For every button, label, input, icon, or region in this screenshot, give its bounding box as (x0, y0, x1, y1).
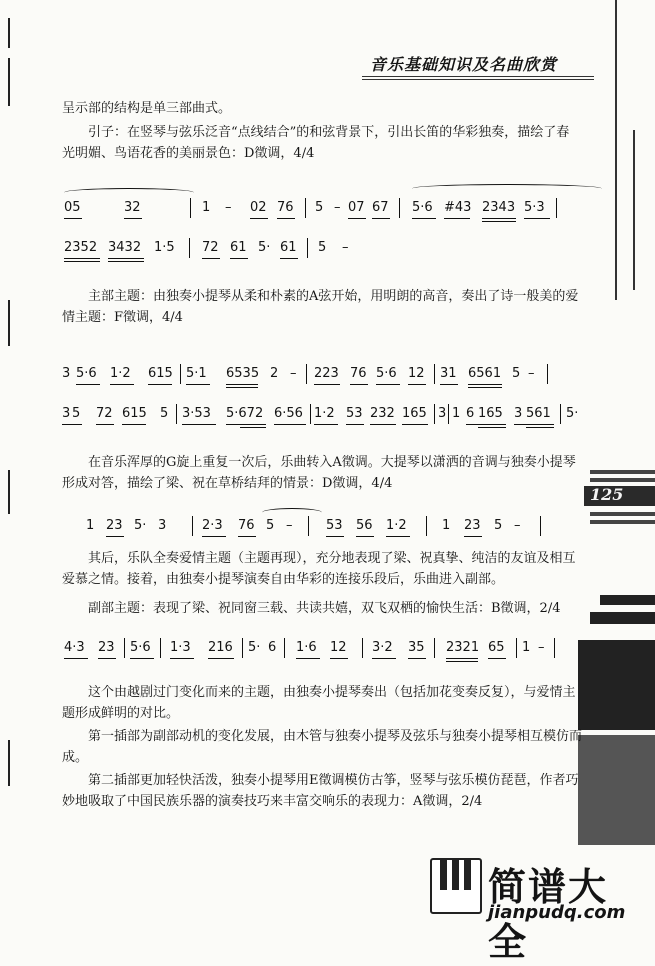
paragraph: 引子：在竖琴与弦乐泛音“点线结合”的和弦背景下，引出长笛的华彩独奏，描绘了春光明媚、鸟语花香的美丽景色：D徵调，4/4 (62, 125, 570, 161)
score-note: 615 (122, 406, 147, 421)
score-note: 1 (452, 406, 461, 421)
score-note: #43 (444, 200, 472, 215)
score-note: 3432 (108, 240, 142, 255)
edge-stripe (578, 640, 655, 730)
score-note: 65 (488, 640, 505, 655)
score-note: 12 (408, 366, 425, 381)
left-margin-rule (8, 470, 10, 514)
edge-stripe (590, 612, 655, 624)
left-margin-rule (8, 18, 10, 48)
left-margin-rule (8, 740, 10, 786)
score-note: 72 (96, 406, 113, 421)
score-note: 5· (134, 518, 147, 533)
edge-stripe (600, 595, 655, 605)
score-note: 1·6 (296, 640, 317, 655)
score-note: – (334, 200, 341, 215)
score-note: 2·3 (202, 518, 223, 533)
left-margin-rule (8, 58, 10, 106)
score-note: 07 (348, 200, 365, 215)
paragraph: 呈示部的结构是单三部曲式。 (62, 101, 232, 116)
score-note: 61 (280, 240, 297, 255)
score-note: 5 (494, 518, 503, 533)
paragraph: 主部主题：由独奏小提琴从柔和朴素的A弦开始，用明朗的高音，奏出了诗一般美的爱情主题：F徵调，4/4 (62, 289, 579, 325)
score-note: 5· (248, 640, 261, 655)
score-note: 615 (148, 366, 173, 381)
score-note: 4·3 (64, 640, 85, 655)
score-note: 2 (270, 366, 279, 381)
score-note: 6561 (468, 366, 502, 381)
edge-stripe (590, 478, 655, 482)
score-note: 2343 (482, 200, 516, 215)
score-note: 1 (202, 200, 211, 215)
score-note: 5·672 (226, 406, 264, 421)
score-note: 56 (356, 518, 373, 533)
running-header: 音乐基础知识及名曲欣赏 (370, 55, 558, 74)
score-note: 5·6 (76, 366, 97, 381)
score-line (62, 514, 582, 540)
score-line (62, 636, 582, 662)
score-note: – (342, 240, 349, 255)
edge-stripe (578, 735, 655, 845)
score-note: 1·2 (110, 366, 131, 381)
score-note: 3·2 (372, 640, 393, 655)
score-note: 1 (442, 518, 451, 533)
edge-stripe (590, 512, 655, 516)
score-note: 61 (230, 240, 247, 255)
paragraph: 第二插部更加轻快活泼，独奏小提琴用E徵调模仿古筝，竖琴与弦乐模仿琵琶，作者巧妙地吸取了中国民族乐器的演奏技巧来丰富交响乐的表现力：A徵调，2/4 (62, 773, 579, 809)
score-note: 232 (370, 406, 395, 421)
score-note: 6 (268, 640, 277, 655)
score-note: 5· (258, 240, 271, 255)
paragraph: 其后，乐队全奏爱情主题（主题再现），充分地表现了梁、祝真挚、纯洁的友谊及相互爱慕之情。接着，由独奏小提琴演奏自由华彩的连接乐段后，乐曲进入副部。 (62, 551, 576, 587)
score-note: – (514, 518, 521, 533)
score-note: 5·3 (524, 200, 545, 215)
score-note: 35 (408, 640, 425, 655)
score-note: 3 (514, 406, 523, 421)
logo-chinese-text: 简谱大全 (488, 865, 609, 964)
left-margin-rule (8, 300, 10, 346)
score-note: 72 (202, 240, 219, 255)
score-line (62, 402, 582, 428)
score-note: 76 (277, 200, 294, 215)
edge-stripe (590, 520, 655, 524)
score-note: 3 (62, 366, 71, 381)
score-note: 3 (438, 406, 447, 421)
score-note: – (286, 518, 293, 533)
score-note: 5·6 (412, 200, 433, 215)
site-watermark-logo (430, 856, 645, 964)
score-note: 2321 (446, 640, 480, 655)
score-note: 5 (160, 406, 169, 421)
page-number: 125 (590, 485, 624, 504)
score-note: 1 (86, 518, 95, 533)
score-note: 5 (318, 240, 327, 255)
score-note: 165 (402, 406, 427, 421)
paragraph: 第一插部为副部动机的变化发展，由木管与独奏小提琴及弦乐与独奏小提琴相互模仿而成。 (62, 729, 583, 765)
score-note: 1·5 (154, 240, 175, 255)
score-note: 6·56 (274, 406, 303, 421)
score-line (62, 196, 582, 222)
piano-icon (430, 858, 482, 914)
score-note: 53 (346, 406, 363, 421)
score-note: 76 (350, 366, 367, 381)
score-note: 165 (478, 406, 503, 421)
paragraph: 在音乐浑厚的G旋上重复一次后，乐曲转入A徵调。大提琴以潇洒的音调与独奏小提琴形成对答，描绘了梁、祝在草桥结拜的情景：D徵调，4/4 (62, 455, 576, 491)
score-note: 3·53 (182, 406, 211, 421)
score-note: 6535 (226, 366, 260, 381)
score-note: 6 (466, 406, 475, 421)
score-note: 5 (315, 200, 324, 215)
score-note: 216 (208, 640, 233, 655)
score-note: 02 (250, 200, 267, 215)
score-note: 561 (526, 406, 551, 421)
logo-domain-text: jianpudq.com (488, 902, 626, 923)
score-note: 5· (566, 406, 579, 421)
score-note: – (290, 366, 297, 381)
score-note: 1·2 (386, 518, 407, 533)
score-note: 23 (464, 518, 481, 533)
score-note: 5 (266, 518, 275, 533)
score-note: 1·2 (314, 406, 335, 421)
score-note: 5·1 (186, 366, 207, 381)
header-rule (362, 76, 594, 77)
edge-stripe (590, 470, 655, 474)
score-note: 5 (512, 366, 521, 381)
score-note: – (538, 640, 545, 655)
score-note: 31 (440, 366, 457, 381)
score-line (62, 236, 582, 262)
score-note: 3 (62, 406, 71, 421)
paragraph: 副部主题：表现了梁、祝同窗三载、共读共嬉，双飞双栖的愉快生活：B徵调，2/4 (88, 601, 561, 616)
score-note: 5·6 (376, 366, 397, 381)
score-note: 67 (372, 200, 389, 215)
score-note: 23 (98, 640, 115, 655)
score-note: 5 (72, 406, 81, 421)
score-note: 32 (124, 200, 141, 215)
score-note: 05 (64, 200, 81, 215)
header-rule (362, 79, 594, 80)
score-note: – (528, 366, 535, 381)
score-note: – (225, 200, 232, 215)
score-note: 53 (326, 518, 343, 533)
score-note: 1·3 (170, 640, 191, 655)
score-note: 3 (158, 518, 167, 533)
paragraph: 这个由越剧过门变化而来的主题，由独奏小提琴奏出（包括加花变奏反复），与爱情主题形成鲜明的对比。 (62, 685, 576, 721)
score-note: 5·6 (130, 640, 151, 655)
score-note: 12 (330, 640, 347, 655)
score-note: 1 (522, 640, 531, 655)
score-line (62, 362, 582, 388)
score-note: 76 (238, 518, 255, 533)
score-note: 223 (314, 366, 339, 381)
score-note: 2352 (64, 240, 98, 255)
score-note: 23 (106, 518, 123, 533)
